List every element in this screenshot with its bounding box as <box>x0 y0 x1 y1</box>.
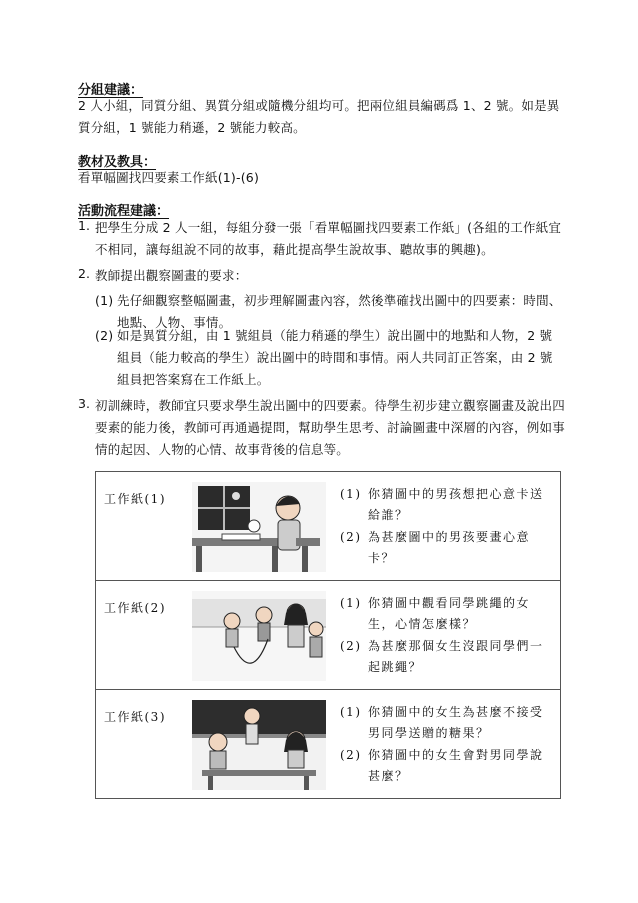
question-text: 你猜圖中觀看同學跳繩的女生，心情怎麼樣？ <box>368 596 531 631</box>
worksheet-label: 工作紙(1) <box>104 492 166 506</box>
question-number: (2) <box>340 639 362 653</box>
substep-text: 如是異質分組，由 1 號組員（能力稍遜的學生）說出圖中的地點和人物，2 號組員（能力較高的學生）說出圖中的時間和事情。兩人共同訂正答案，由 2 號組員把答案寫在工作紙上。 <box>117 328 553 387</box>
question-number: (1) <box>340 487 362 501</box>
worksheet-row <box>96 690 561 799</box>
substep-number: (1) <box>95 293 114 308</box>
materials-heading: 教材及教具： <box>78 155 157 170</box>
grouping-text: 2 人小組，同質分組、異質分組或隨機分組均可。把兩位組員編碼爲 1、2 號。如是異質分組，1 號能力稍遜，2 號能力較高。 <box>78 98 560 135</box>
step-number: 1. <box>78 218 90 233</box>
worksheet-row <box>96 581 561 690</box>
grouping-heading: 分組建議： <box>78 83 144 98</box>
step-text: 教師提出觀察圖畫的要求： <box>95 268 248 283</box>
worksheet-row <box>96 472 561 581</box>
question-number: (2) <box>340 748 362 762</box>
step-text: 初訓練時，教師宜只要求學生說出圖中的四要素。待學生初步建立觀察圖畫及說出四要素的能力後，教師可再通過提問，幫助學生思考、討論圖畫中深層的內容，例如事情的起因、人物的心情、故事背後的信息等。 <box>95 398 565 457</box>
materials-text: 看單幅圖找四要素工作紙(1)-(6) <box>78 170 260 185</box>
step-number: 3. <box>78 396 90 411</box>
question-text: 為甚麼那個女生沒跟同學們一起跳繩？ <box>368 639 544 674</box>
jump-rope-illustration <box>192 591 326 681</box>
procedure-heading: 活動流程建議： <box>78 204 170 219</box>
classroom-candy-illustration <box>192 700 326 790</box>
question-number: (1) <box>340 596 362 610</box>
worksheet-table <box>95 471 561 799</box>
question-number: (2) <box>340 530 362 544</box>
question-text: 你猜圖中的男孩想把心意卡送給誰？ <box>368 487 544 522</box>
step-number: 2. <box>78 266 90 281</box>
question-text: 你猜圖中的女生為甚麼不接受男同學送贈的糖果？ <box>368 705 544 740</box>
question-text: 為甚麼圖中的男孩要畫心意卡？ <box>368 530 531 565</box>
question-text: 你猜圖中的女生會對男同學說甚麼？ <box>368 748 544 783</box>
question-number: (1) <box>340 705 362 719</box>
worksheet-label: 工作紙(2) <box>104 601 166 615</box>
boy-drawing-card-illustration <box>192 482 326 572</box>
worksheet-label: 工作紙(3) <box>104 710 166 724</box>
substep-text: 先仔細觀察整幅圖畫，初步理解圖畫內容，然後準確找出圖中的四要素：時間、地點、人物、事情。 <box>117 293 562 330</box>
substep-number: (2) <box>95 328 114 343</box>
step-text: 把學生分成 2 人一組，每組分發一張「看單幅圖找四要素工作紙」(各組的工作紙宜不相同，讓每組說不同的故事，藉此提高學生說故事、聽故事的興趣)。 <box>95 220 562 257</box>
